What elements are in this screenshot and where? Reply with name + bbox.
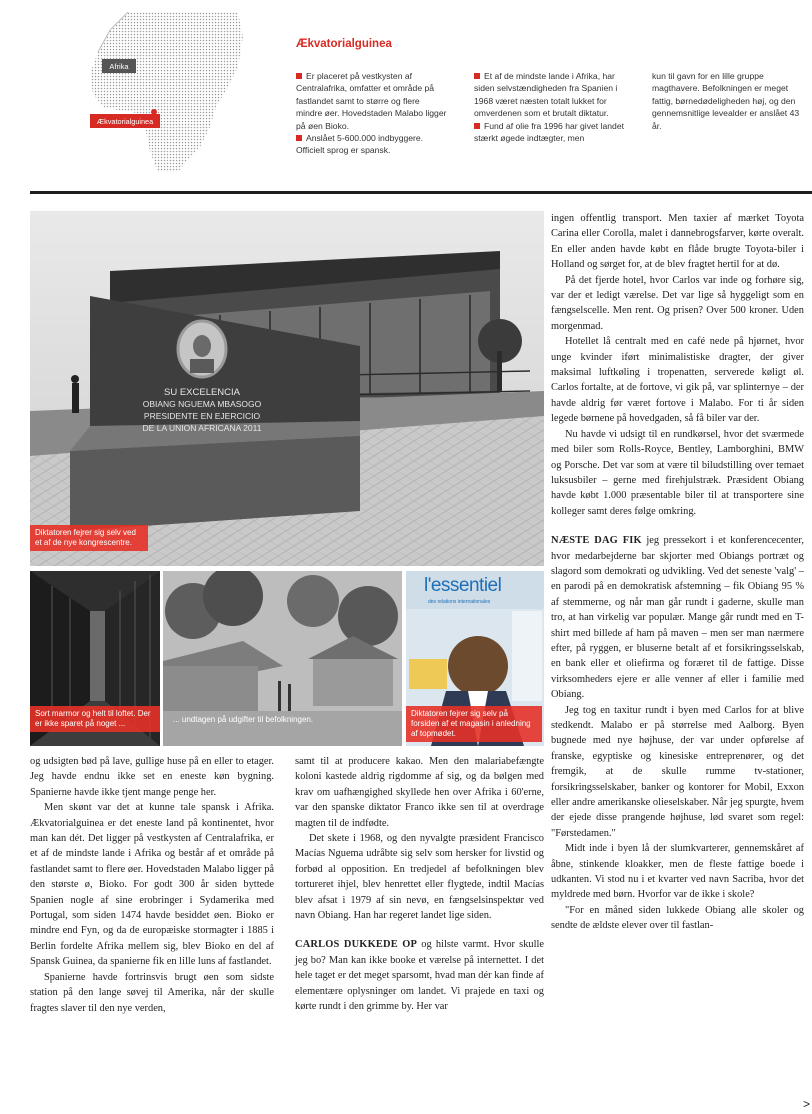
article-column-3 [551,211,804,934]
article-paragraph: Nu havde vi udsigt til en rundkørsel, hvor det sværmede med biler som Rolls-Royce, Bentley, Lamborghini, BMW og Porsche. Det var som at være til biludstilling over temaet luksusbiler – gerne med firehjulstræk. Præsident Obiang havde købt 1.000 præsentable biler til at transportere sine kolleger samt deres følge omkring. [551,428,804,517]
caption-houses: ... undtagen på udgifter til befolkningen. [173,715,314,724]
article-paragraph: Men skønt var det at kunne tale spansk i Afrika. Ækvatorialguinea er det eneste land på kontinentet, hvor man kan dét. Det ligger på vestkysten af Centralafrika, er et af de mindste lande i Afrika og består af et område på fastlandet samt to flere øer. Hovedstaden Malabo ligger på den største ø, Bioko. For godt 300 år siden byttede Spanien nogle af sine erobringer i Sydamerika med Portugal, som siden 1474 havde besiddet øen. Bioko er mindre end Fyn, og da de europæiske stormagter i 1885 i Berlin fordelte Afrika mellem sig, blev Bioko en del af Spansk Guinea, da spanierne fik en lille luns af fastlandet. [30,802,274,968]
map-label-africa: Afrika [109,62,129,71]
infobox-bullet: Er placeret på vestkysten af Centralafrika, omfatter et område på fastlandet samt to større og flere mindre øer. Hovedstaden Malabo ligger på øen Bioko. [296,71,447,131]
article-paragraph: ingen offentlig transport. Men taxier af mærket Toyota Carina eller Corolla, malet i dannebrogsfarver, kørte overalt. En eller anden havde købt en flåde brugte Toyota-biler i Holland og sørget for, at de blev fragtet hertil for at dø. [551,213,804,271]
bullet-square-icon [296,73,302,79]
bullet-square-icon [474,123,480,129]
infobox-bullet: Et af de mindste lande i Afrika, har siden selvstændigheden fra Spanien i 1968 været næsten totalt lukket for omverdenen som et brutalt diktatur. [474,71,618,119]
monument-text-3: PRESIDENTE EN EJERCICIO [143,411,261,421]
article-paragraph: På det fjerde hotel, hvor Carlos var inde og forhøre sig, var der et ledigt værelse. Det var lige så hyggeligt som en fængselscelle. Men rent. Og prisen? Over 500 kroner. Uden morgenmad. [551,274,804,332]
article-paragraph: Spanierne havde fortrinsvis brugt øen som sidste station på den lange søvej til Amerika, når der skulle fragtes slaver til den nye verden, [30,971,274,1014]
section-divider [30,191,812,194]
africa-map-graphic [88,12,248,172]
photo-monument [30,211,544,566]
magazine-subtitle: des relations internationales [428,599,491,605]
article-column-2 [295,754,544,1015]
article-paragraph: Jeg tog en taxitur rundt i byen med Carlos for at blive stedkendt. Malabo er på størrelse med Aalborg. Byen bugnede med nye højhuse, der var under opførelse af franske, egyptiske og kinesiske entreprenører, og det fremgik, at de skulle rumme tv-stationer, forsikringsselskaber, banker og kontorer for Mobil, Exxon eller andre amerikanske olieselskaber. Når jeg spurgte, hvem der ejede disse prangende højhuse, lød svaret som regel: "Førstedamen." [551,704,804,839]
continue-arrow-icon: > [802,1097,810,1111]
monument-text-2: OBIANG NGUEMA MBASOGO [142,399,262,409]
monument-text-4: DE LA UNION AFRICANA 2011 [142,423,262,433]
infobox-bullet: Anslået 5-600.000 indbyggere. Officielt sprog er spansk. [296,133,424,156]
magazine-title: l'essentiel [424,575,502,596]
article-paragraph: Det skete i 1968, og den nyvalgte præsident Francisco Macías Nguema udråbte sig selv som hersker for livstid og forbød al opposition. En tredjedel af befolkningen blev tortureret ihjel, blev henrettet eller flygtede, indtil Macías blev afsat i 1979 af sin nevø, en fængselsinspektør ved navn Obiang. Han har regeret landet lige siden. [295,833,544,922]
article-paragraph: samt til at producere kakao. Men den malariabefængte koloni kastede aldrig rigdomme af sig, og da bølgen med krav om uafhængighed skyllede hen over Afrika i 60'erne, var den spanske diktator Franco ikke sen til at overdrage magten til de indfødte. [295,756,544,829]
infobox-bullet: Fund af olie fra 1996 har givet landet stærkt øgede indtægter, men [474,120,624,144]
article-paragraph: Hotellet lå centralt med en café nede på hjørnet, hvor unge kvinder iført minimalistiske dragter, der giver maksimal luftkøling i tropenatten, serverede køligt øl. Carlos fortalte, at de fortove, vi gik på, var splinternye – der havde aldrig før været fortove i Malabo. For ti år siden legede børnene på hovedgaden, så få biler var der. [551,336,804,425]
section-lead-naeste-dag: NÆSTE DAG FIK [551,535,642,547]
photo-houses [163,571,402,746]
caption-magazine: Diktatoren fejrer sig selv på forsiden af et magasin i anledning af topmødet. [406,706,542,742]
infobox-column-3 [652,70,802,132]
infobox-column-2 [474,70,634,144]
infobox-title: Ækvatorialguinea [296,38,392,50]
article-paragraph: og udsigten bød på lave, gullige huse på en eller to etager. Jeg havde endnu ikke set en eneste køn bygning. Spanierne havde ikke tjent mange penge her. [30,756,274,798]
monument-text-1: SU EXCELENCIA [163,387,241,398]
article-paragraph: og hilste varmt. Hvor skulle jeg bo? Man kan ikke booke et værelse på internettet. I det hele taget er det meget sparsomt, hvad man dér kan finde af elementære oplysninger om landet. Vi prajede en taxi og kørte rundt i den grimme by. Her var [295,939,544,1013]
infobox-text: kun til gavn for en lille gruppe magthavere. Befolkningen er meget fattig, børnedødeligheden høj, og den gennemsnitlige levealder er anslået 43 år. [652,71,800,131]
bullet-square-icon [296,135,302,141]
bullet-square-icon [474,73,480,79]
infobox-column-1 [296,70,448,157]
map-label-country: Ækvatorialguinea [96,117,154,126]
article-column-1 [30,754,274,1016]
article-paragraph: "For en måned siden lukkede Obiang alle skoler og sendte de ældste elever over til fastlan- [551,904,804,932]
caption-marble: Sort marmor og helt til loftet. Der er ikke sparet på noget ... [30,706,160,732]
photo-magazine-cover [406,571,544,746]
article-paragraph: jeg pressekort i et konferencecenter, hvor medarbejderne bar skjorter med Obiangs portræt og slagord som demokrati og udvikling. Ved det seneste 'valg' – en parodi på en demokratisk afstemning – fik Obiang 95 % af stemmerne, og når man går rundt i gaderne, skulle man tro, at han virkelig var populær. Mange går rundt med en T-shirt med billede af ham på maven – men ser man nærmere efter, på ryggen, er bluserne betalt af et forsikringsselskab, en bank eller et oliefirma og foræret til de fattige. Disse virksomheders ejere er alle venner af eller i familie med Obiang. [551,535,804,701]
section-lead-carlos: CARLOS DUKKEDE OP [295,939,418,951]
caption-monument: Diktatoren fejrer sig selv ved et af de nye kongrescentre. [30,525,148,551]
photo-marble-interior [30,571,160,746]
africa-map [88,12,248,172]
article-paragraph: Midt inde i byen lå der slumkvarterer, gennemskåret af åbne, stinkende kloakker, men de fleste fattige boede i udkanten. Vi stod nu i et kvarter ved navn Sacriba, hvor det myldrede med børn. Hvorfor var de ikke i skole? [551,843,804,901]
